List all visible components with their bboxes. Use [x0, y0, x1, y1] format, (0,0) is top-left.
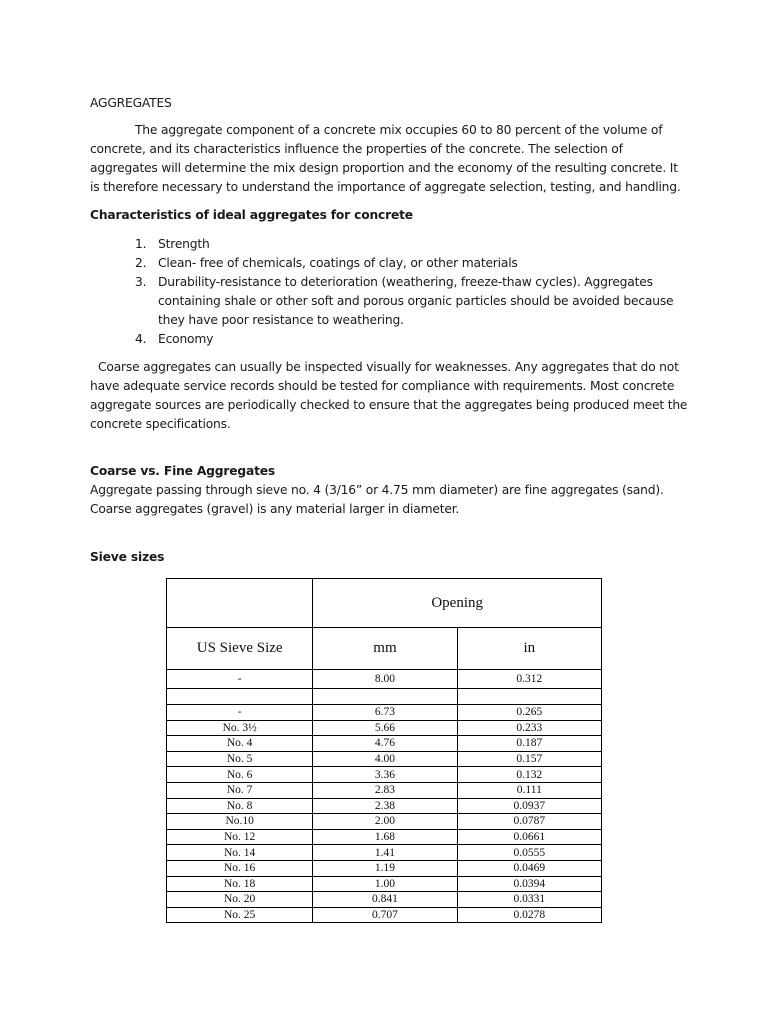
in-cell: 0.157: [457, 751, 601, 767]
table-row: [167, 892, 602, 908]
sieve-cell: -: [167, 705, 313, 721]
list-item: [90, 273, 680, 330]
in-header: in: [457, 628, 601, 670]
in-cell: 0.312: [457, 670, 601, 689]
list-text: Economy: [158, 332, 214, 346]
table-row: [167, 670, 602, 689]
mm-cell: 4.00: [313, 751, 457, 767]
list-item: [90, 330, 680, 349]
mm-cell: 1.68: [313, 829, 457, 845]
table-header-row: [167, 579, 602, 628]
list-text: Strength: [158, 237, 210, 251]
document-title: AGGREGATES: [90, 96, 172, 110]
list-item: [90, 254, 680, 273]
list-item: [90, 235, 680, 254]
mm-cell: 8.00: [313, 670, 457, 689]
sieve-size-header: US Sieve Size: [167, 628, 313, 670]
coarse-fine-heading: Coarse vs. Fine Aggregates: [90, 464, 276, 478]
in-cell: 0.0394: [457, 876, 601, 892]
header-blank-cell: [167, 579, 313, 628]
list-number: 2.: [135, 256, 147, 270]
mm-cell: 2.00: [313, 814, 457, 830]
table-row: [167, 876, 602, 892]
in-cell: 0.132: [457, 767, 601, 783]
in-cell: 0.233: [457, 720, 601, 736]
mm-cell: 2.38: [313, 798, 457, 814]
blank-cell: [313, 689, 457, 705]
mm-cell: 1.19: [313, 860, 457, 876]
in-cell: 0.0278: [457, 907, 601, 923]
sieve-cell: No. 20: [167, 892, 313, 908]
characteristics-list: [90, 235, 680, 349]
table-row: [167, 767, 602, 783]
sieve-cell: No. 5: [167, 751, 313, 767]
in-cell: 0.0469: [457, 860, 601, 876]
mm-cell: 0.707: [313, 907, 457, 923]
table-row: [167, 829, 602, 845]
mm-cell: 0.841: [313, 892, 457, 908]
table-row: [167, 736, 602, 752]
blank-cell: [167, 689, 313, 705]
table-row: [167, 814, 602, 830]
sieve-cell: No. 25: [167, 907, 313, 923]
mm-cell: 6.73: [313, 705, 457, 721]
in-cell: 0.111: [457, 782, 601, 798]
table-row: [167, 798, 602, 814]
mm-cell: 3.36: [313, 767, 457, 783]
list-text: Durability-resistance to deterioration (weathering, freeze-thaw cycles). Aggregates containing shale or other soft and porous organic particles should be avoided because they have poor resistance to weathering.: [158, 275, 674, 327]
mm-cell: 1.00: [313, 876, 457, 892]
mm-header: mm: [313, 628, 457, 670]
sieve-cell: No. 3½: [167, 720, 313, 736]
opening-header: Opening: [313, 579, 602, 628]
list-number: 4.: [135, 332, 147, 346]
coarse-fine-paragraph: Aggregate passing through sieve no. 4 (3/16” or 4.75 mm diameter) are fine aggregates (sand). Coarse aggregates (gravel) is any material larger in diameter.: [90, 483, 664, 516]
mm-cell: 1.41: [313, 845, 457, 861]
coarse-inspection-paragraph: Coarse aggregates can usually be inspected visually for weaknesses. Any aggregates that do not have adequate service records should be tested for compliance with requirements. Most concrete aggregate sources are periodically checked to ensure that the aggregates being produced meet the concrete specifications.: [90, 360, 688, 431]
list-number: 3.: [135, 275, 147, 289]
table-row: [167, 845, 602, 861]
characteristics-heading: Characteristics of ideal aggregates for concrete: [90, 208, 413, 222]
list-number: 1.: [135, 237, 147, 251]
sieve-cell: -: [167, 670, 313, 689]
in-cell: 0.265: [457, 705, 601, 721]
sieve-cell: No.10: [167, 814, 313, 830]
sieve-cell: No. 16: [167, 860, 313, 876]
sieve-sizes-heading: Sieve sizes: [90, 550, 165, 564]
sieve-cell: No. 12: [167, 829, 313, 845]
blank-cell: [457, 689, 601, 705]
table-row: [167, 705, 602, 721]
list-text: Clean- free of chemicals, coatings of clay, or other materials: [158, 256, 518, 270]
sieve-cell: No. 18: [167, 876, 313, 892]
intro-paragraph: The aggregate component of a concrete mix occupies 60 to 80 percent of the volume of concrete, and its characteristics influence the properties of the concrete. The selection of aggregates will determine the mix design proportion and the economy of the resulting concrete. It is therefore necessary to understand the importance of aggregate selection, testing, and handling.: [90, 123, 681, 194]
sieve-cell: No. 8: [167, 798, 313, 814]
table-row: [167, 720, 602, 736]
sieve-cell: No. 14: [167, 845, 313, 861]
mm-cell: 4.76: [313, 736, 457, 752]
sieve-size-table: [166, 578, 602, 923]
table-row: [167, 751, 602, 767]
in-cell: 0.0937: [457, 798, 601, 814]
in-cell: 0.0661: [457, 829, 601, 845]
sieve-cell: No. 7: [167, 782, 313, 798]
table-row: [167, 860, 602, 876]
in-cell: 0.0787: [457, 814, 601, 830]
mm-cell: 2.83: [313, 782, 457, 798]
table-column-header-row: [167, 628, 602, 670]
in-cell: 0.0555: [457, 845, 601, 861]
sieve-cell: No. 4: [167, 736, 313, 752]
in-cell: 0.0331: [457, 892, 601, 908]
mm-cell: 5.66: [313, 720, 457, 736]
table-row: [167, 782, 602, 798]
blank-table-row: [167, 689, 602, 705]
in-cell: 0.187: [457, 736, 601, 752]
sieve-cell: No. 6: [167, 767, 313, 783]
table-row: [167, 907, 602, 923]
